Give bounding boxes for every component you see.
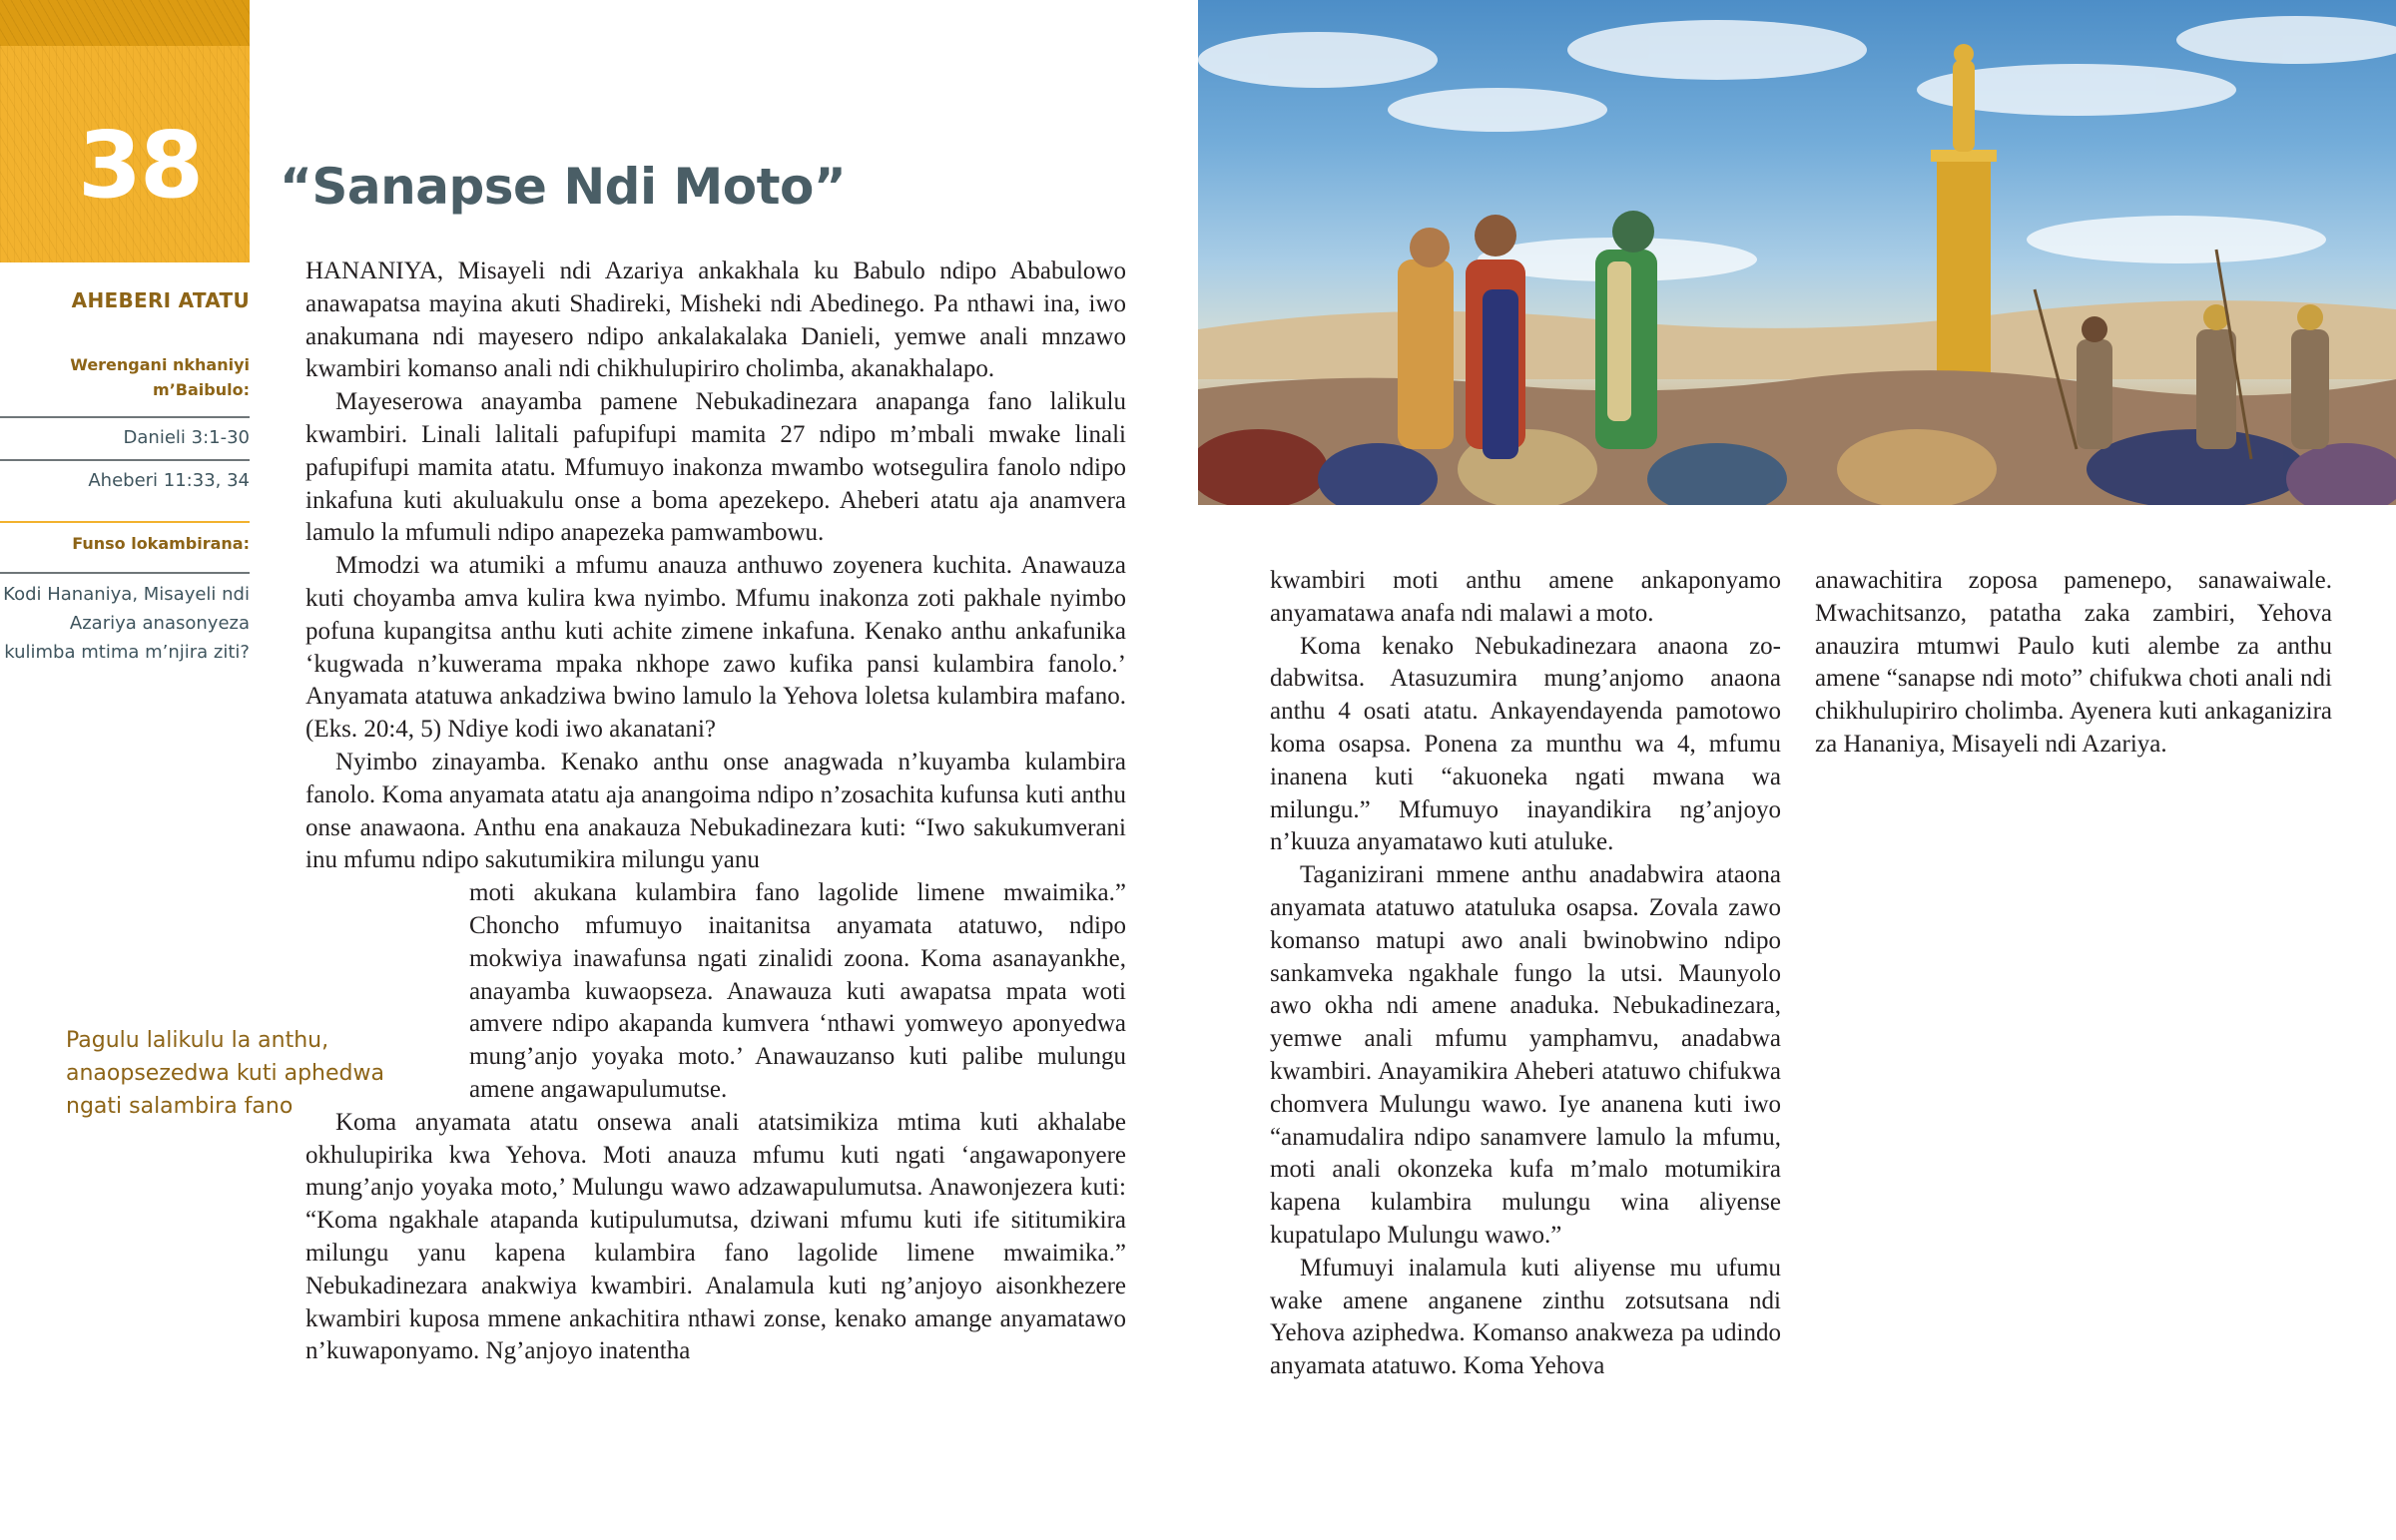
page-title: “Sanapse Ndi Moto” xyxy=(280,158,847,216)
read-in-bible-label: Werengani nkhaniyi m’Baibulo: xyxy=(70,355,250,399)
body-paragraph-wrapped: moti akukana kulambira fano lagolide limene mwaimika.” Choncho mfumuyo inaitanitsa anyamata atatuwo, ndipo mokwiya inawafunsa ngati zinalidi zoona. Koma asanayankhe, anayamba kuwaopseza. Anawauza kuti awapatsa mpata woti amvere ndipo akapanda kumvera ‘nthawi yomweyo aponyedwa mung’anjo yoyaka moto.’ Anawauzanso kuti palibe mulungu amene angawapulumutse. xyxy=(469,879,1126,1103)
body-paragraph: Koma kenako Nebukadinezara anaona zodabwitsa. Atasuzumira mung’anjomo anaona anthu 4 osati atatu. Ankayendayenda pamotowo koma osapsa. Ponena za munthu wa 4, mfumu inanena kuti “akuoneka ngati mwana wa milungu.” Mfumuyo inayandikira ng’anjoyo n’kuuza anyamatawo kuti atuluke. xyxy=(1270,632,1781,856)
divider xyxy=(0,416,250,418)
discussion-question: Kodi Hananiya, Misayeli ndi Azariya anasonyeza kulimba mtima m’njira ziti? xyxy=(3,584,250,663)
chapter-number: 38 xyxy=(77,112,203,219)
illustration-scene-icon xyxy=(1198,0,2396,505)
scripture-reference[interactable]: Aheberi 11:33, 34 xyxy=(88,470,250,491)
body-paragraph: Taganizirani mmene anthu anadabwira ataona anyamata atatuwo atatuluka osapsa. Zovala zawo komanso matupi awo anali bwinobwino ndipo sankamveka ngakhale fungo la utsi. Maunyolo awo okha ndi amene anaduka. Nebukadinezara, yemwe anali mfumu yamphamvu, anadabwa kwambiri. Anayamikira Aheberi atatuwo chifukwa chomvera Mulungu wawo. Iye ananena kuti iwo “anamudalira ndipo sanamvere lamulo la mfumu, moti anali okonzeka kufa m’malo motumikira kapena kulambira mulungu wina aliyense kupatulapo Mulungu wawo.” xyxy=(1270,861,1781,1249)
body-column-1 xyxy=(305,256,1126,1368)
body-paragraph: Mmodzi wa atumiki a mfumu anauza anthuwo zoyenera kuchita. Anawauza kuti choyamba amva kulira kwa nyimbo. Mfumu inakonza zoti pakhale nyimbo pofuna kupangitsa anthu kuti achite zimene inkafuna. Kenako anthu ankafunika ‘kugwada n’kuwerama mpaka nkhope zawo kufika pansi kulambira fanolo.’ Anyamata atatuwa ankadziwa bwino lamulo la Yehova loletsa kulambira mafano. (Eks. 20:4, 5) Ndiye kodi iwo akanatani? xyxy=(305,552,1126,744)
divider xyxy=(0,459,250,461)
illustration-caption: Pagulu lalikulu la anthu, anaopsezedwa kuti aphedwa ngati salambira fano xyxy=(66,1028,384,1119)
body-paragraph: Mfumuyi inalamula kuti aliyense mu ufumu wake amene anganene zinthu zotsutsana ndi Yehova aziphedwa. Komanso anakweza pa udindo anyamata atatuwo. Koma Yehova xyxy=(1270,1254,1781,1380)
divider-gold xyxy=(0,521,250,523)
body-paragraph: kwambiri moti anthu amene ankaponyamo anyamatawa anafa ndi malawi a moto. xyxy=(1270,567,1781,627)
body-column-3 xyxy=(1815,565,2332,762)
body-paragraph: Koma anyamata atatu onsewa anali atatsimikiza mtima kuti akhalabe okhulupirika kwa Yehova. Moti anauza mfumu kuti ngati ‘angawaponyere mung’anjo yoyaka moto,’ Mulungu wawo adzawapulumutsa. Anawonjezera kuti: “Koma ngakhale atapanda kutipulumutsa, dziwani mfumu kuti ife sititumikira milungu yanu kapena kulambira fano lagolide limene mwaimika.” Nebukadinezara anakwiya kwambiri. Analamula kuti ng’anjoyo aisonkhezere kwambiri kuposa mmene ankachitira nthawi zonse, kenako amange anyamatawo n’kuwaponyamo. Ng’anjoyo inatentha xyxy=(305,1108,1126,1365)
illustration-golden-statue xyxy=(1198,0,2396,505)
body-paragraph: HANANIYA, Misayeli ndi Azariya ankakhala ku Babulo ndipo Ababulowo anawapatsa mayina akuti Shadireki, Misheki ndi Abedinego. Pa nthawi ina, iwo anakumana ndi mayesero ndipo ankalakalaka Danieli, yemwe anali mnzawo kwambiri komanso anali ndi chikhulupiriro cholimba, akanakhalapo. xyxy=(305,257,1126,383)
chapter-band xyxy=(0,0,250,46)
body-paragraph: anawachitira zoposa pamenepo, sanawaiwale. Mwachitsanzo, patatha zaka zambiri, Yehova anauzira mtumwi Paulo kuti alembe za anthu amene “sanapse ndi moto” chifukwa choti anali ndi chikhulupiriro cholimba. Ayenera kuti ankaganizira za Hananiya, Misayeli ndi Azariya. xyxy=(1815,567,2332,758)
body-paragraph: Mayeserowa anayamba pamene Nebukadinezara anapanga fano lalikulu kwambiri. Linali lalitali pafupifupi mamita 27 ndipo m’mbali mwake linali pafupifupi mamita atatu. Mfumuyo inakonza mwambo wotsegulira fanolo ndipo inkafuna kuti akuluakulu onse a boma apezekepo. Aheberi atatu aja anamvera lamulo la mfumuli ndipo anapezeka pamwambowu. xyxy=(305,388,1126,547)
discussion-question-label: Funso lokambirana: xyxy=(72,534,250,553)
sidebar-heading: AHEBERI ATATU xyxy=(71,288,250,312)
divider xyxy=(0,572,250,574)
body-column-2 xyxy=(1270,565,1781,1383)
chapter-number-block xyxy=(0,0,250,262)
scripture-reference[interactable]: Danieli 3:1-30 xyxy=(123,427,250,448)
body-paragraph: Nyimbo zinayamba. Kenako anthu onse anagwada n’kuyamba kulambira fanolo. Koma anyamata atatu aja anangoima ndipo n’zosachita kufunsa kuti anthu onse anawaona. Anthu ena anakauza Nebukadinezara kuti: “Iwo sakukumverani inu mfumu ndipo sakutumikira milungu yanu xyxy=(305,748,1126,874)
